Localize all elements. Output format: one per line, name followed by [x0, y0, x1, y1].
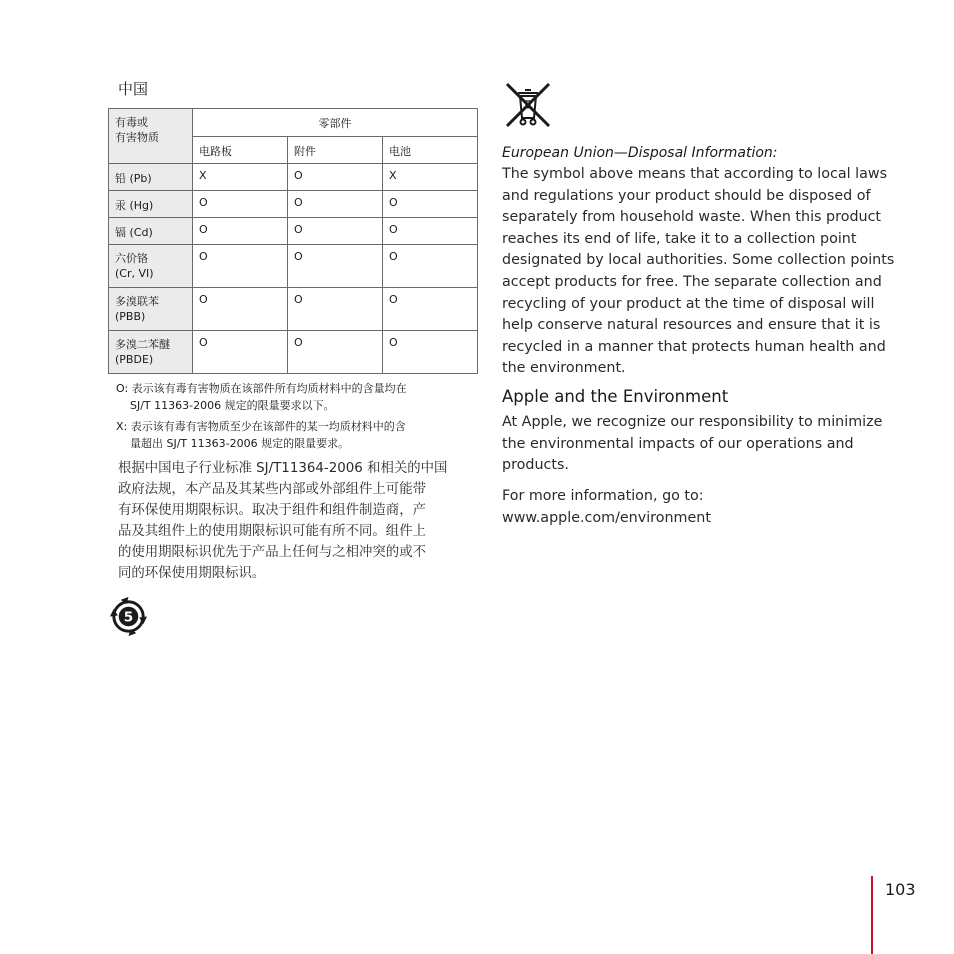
table-corner-header: 有毒或 有害物质: [109, 109, 193, 164]
page-number: 103: [885, 880, 916, 899]
eu-disposal-heading: European Union—Disposal Information:: [502, 145, 778, 161]
table-row: [109, 164, 478, 191]
table-cell: O: [288, 164, 383, 191]
substance-name: 汞 (Hg): [109, 191, 193, 218]
environment-url-link[interactable]: www.apple.com/environment: [502, 509, 711, 526]
table-notes: [116, 380, 476, 452]
note-o-line: O: 表示该有毒有害物质在该部件所有均质材料中的含量均在: [116, 382, 407, 395]
note-x-line: X: 表示该有毒有害物质至少在该部件的某一均质材料中的含: [116, 420, 406, 433]
column-header-circuit-board: 电路板: [193, 137, 288, 164]
note-x-line: 量超出 SJ/T 11363-2006 规定的限量要求。: [130, 437, 350, 450]
table-cell: O: [193, 245, 288, 288]
table-cell: O: [288, 218, 383, 245]
substance-name: 多溴二苯醚 (PBDE): [109, 331, 193, 374]
table-cell: O: [193, 191, 288, 218]
substance-name: 六价铬 (Cr, VI): [109, 245, 193, 288]
table-cell: X: [193, 164, 288, 191]
hazardous-substances-table: [108, 108, 478, 374]
more-information: [502, 486, 870, 529]
environment-body: At Apple, we recognize our responsibility to minimize the environmental impacts of our operations and products.: [502, 414, 883, 474]
table-cell: O: [288, 288, 383, 331]
table-cell: O: [383, 218, 478, 245]
table-cell: O: [288, 245, 383, 288]
table-cell: O: [383, 331, 478, 374]
page-accent-rule: [871, 876, 873, 954]
note-o-line: SJ/T 11363-2006 规定的限量要求以下。: [130, 399, 335, 412]
table-cell: O: [383, 191, 478, 218]
epup-number: 5: [123, 609, 134, 626]
crossed-out-wheelie-bin-icon: [503, 80, 553, 130]
table-cell: X: [383, 164, 478, 191]
table-row: [109, 191, 478, 218]
more-info-label: For more information, go to:: [502, 488, 704, 504]
table-cell: O: [383, 245, 478, 288]
environmental-protection-period-icon: [107, 595, 150, 638]
table-cell: O: [288, 191, 383, 218]
table-row: [109, 218, 478, 245]
substance-name: 铅 (Pb): [109, 164, 193, 191]
table-row: [109, 245, 478, 288]
table-cell: O: [193, 218, 288, 245]
table-cell: O: [288, 331, 383, 374]
eu-disposal-body: The symbol above means that according to local laws and regulations your product should be disposed of separately from household waste. When this product reaches its end of life, take it to a collection point designated by local authorities. Some collection points accept products for free. The separate collection and recycling of your product at the time of disposal will help conserve natural resources and ensure that it is recycled in a manner that protects human health and the environment.: [502, 166, 895, 377]
parts-header: 零部件: [193, 109, 478, 137]
column-header-battery: 电池: [383, 137, 478, 164]
table-row: [109, 331, 478, 374]
environment-section-title: Apple and the Environment: [502, 387, 729, 406]
china-section-title: 中国: [118, 80, 149, 98]
substance-name: 镉 (Cd): [109, 218, 193, 245]
column-header-accessories: 附件: [288, 137, 383, 164]
table-cell: O: [193, 288, 288, 331]
table-cell: O: [383, 288, 478, 331]
table-cell: O: [193, 331, 288, 374]
substance-name: 多溴联苯 (PBB): [109, 288, 193, 331]
epup-paragraph: 根据中国电子行业标准 SJ/T11364-2006 和相关的中国 政府法规，本产品及其某些内部或外部组件上可能带 有环保使用期限标识。取决于组件和组件制造商，产 品及其组件上的使用期限标识可能有所不同。组件上 的使用期限标识优先于产品上任何与之相冲突的或不 同的环保使用期限标识。: [118, 461, 448, 581]
table-row: [109, 288, 478, 331]
